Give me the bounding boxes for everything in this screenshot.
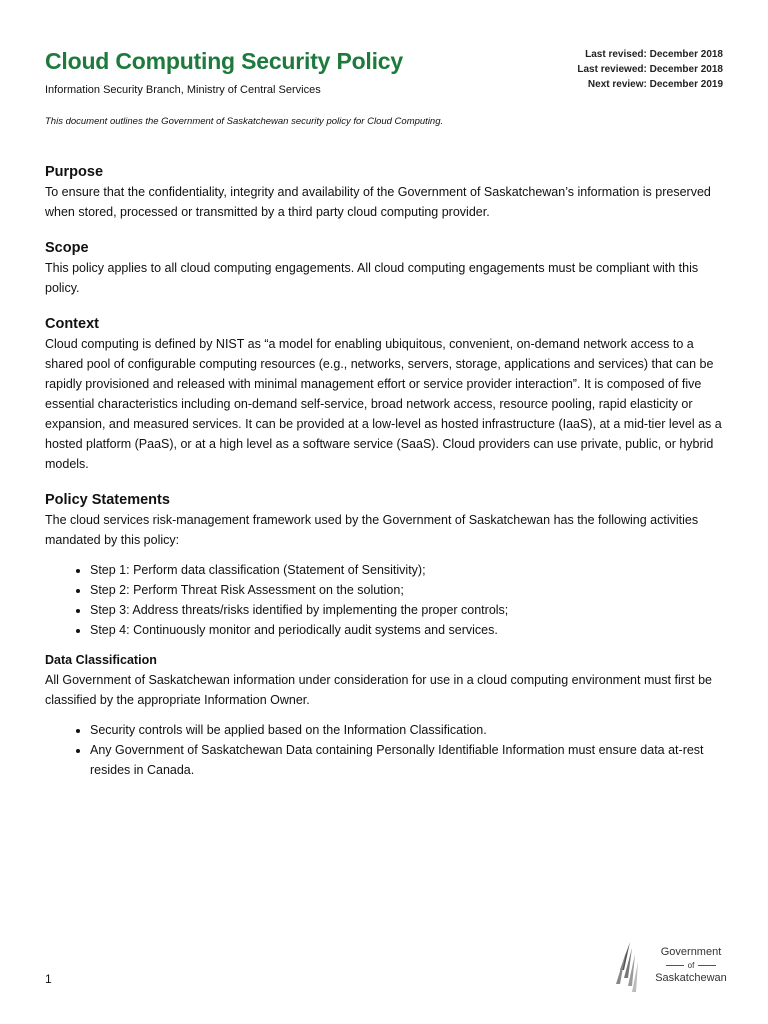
data-classification-section — [45, 650, 725, 780]
context-section — [45, 314, 725, 474]
document-subtitle: Information Security Branch, Ministry of Central Services — [45, 84, 321, 96]
context-heading: Context — [45, 316, 99, 332]
purpose-section — [45, 162, 725, 222]
policy-text: The cloud services risk-management framework used by the Government of Saskatchewan has the following activities mandated by this policy: — [45, 513, 699, 547]
logo-rule-right — [698, 965, 716, 966]
scope-heading: Scope — [45, 240, 89, 256]
policy-section — [45, 490, 725, 640]
list-item: • Any Government of Saskatchewan Data containing Personally Identifiable Information must ensure data at-rest resides in Canada. — [90, 740, 725, 780]
last-reviewed: Last reviewed: December 2018 — [577, 64, 723, 75]
purpose-text: To ensure that the confidentiality, integrity and availability of the Government of Saskatchewan’s information is preserved when stored, processed or transmitted by a third party cloud computing provider. — [45, 185, 711, 219]
page-number: 1 — [45, 972, 52, 986]
logo-rule-left — [666, 965, 684, 966]
data-classification-heading: Data Classification — [45, 653, 157, 667]
list-item: • Step 4: Continuously monitor and periodically audit systems and services. — [90, 620, 725, 640]
data-classification-list — [45, 720, 725, 780]
context-text: Cloud computing is defined by NIST as “a model for enabling ubiquitous, convenient, on-demand network access to a shared pool of configurable computing resources (e.g., networks, servers, storage, applications and services) that can be rapidly provisioned and released with minimal management effort or service provider interaction”. It is composed of five essential characteristics including on-demand self-service, broad network access, resource pooling, rapid elasticity or expansion, and measured services. It can be provided at a low-level as hosted infrastructure (IaaS), at a mid-tier level as a hosted platform (PaaS), or at a high level as a software service (SaaS). Cloud providers can use private, public, or hybrid models. — [45, 337, 722, 471]
logo-line-of: of — [687, 961, 695, 970]
logo-line-government: Government — [660, 946, 722, 958]
purpose-heading: Purpose — [45, 164, 104, 180]
document-body — [45, 162, 725, 796]
revision-info — [577, 47, 723, 92]
policy-heading: Policy Statements — [45, 492, 170, 508]
list-item: • Step 1: Perform data classification (Statement of Sensitivity); — [90, 560, 725, 580]
scope-text: This policy applies to all cloud computing engagements. All cloud computing engagements must be compliant with this policy. — [45, 261, 699, 295]
logo-of-row — [650, 959, 732, 972]
last-revised: Last revised: December 2018 — [585, 49, 723, 60]
list-item: • Security controls will be applied based on the Information Classification. — [90, 720, 725, 740]
logo-line-saskatchewan: Saskatchewan — [655, 972, 727, 984]
logo-wordmark — [650, 946, 732, 985]
government-logo — [612, 938, 732, 994]
list-item: • Step 3: Address threats/risks identified by implementing the proper controls; — [90, 600, 725, 620]
scope-section — [45, 238, 725, 298]
next-review: Next review: December 2019 — [587, 79, 723, 90]
policy-steps-list — [45, 560, 725, 640]
intro-text: This document outlines the Government of Saskatchewan security policy for Cloud Computing. — [45, 116, 444, 127]
wheat-sheaf-icon — [612, 940, 644, 994]
data-classification-text: All Government of Saskatchewan information under consideration for use in a cloud computing environment must first be classified by the appropriate Information Owner. — [45, 673, 713, 707]
document-title: Cloud Computing Security Policy — [45, 48, 403, 74]
list-item: • Step 2: Perform Threat Risk Assessment on the solution; — [90, 580, 725, 600]
